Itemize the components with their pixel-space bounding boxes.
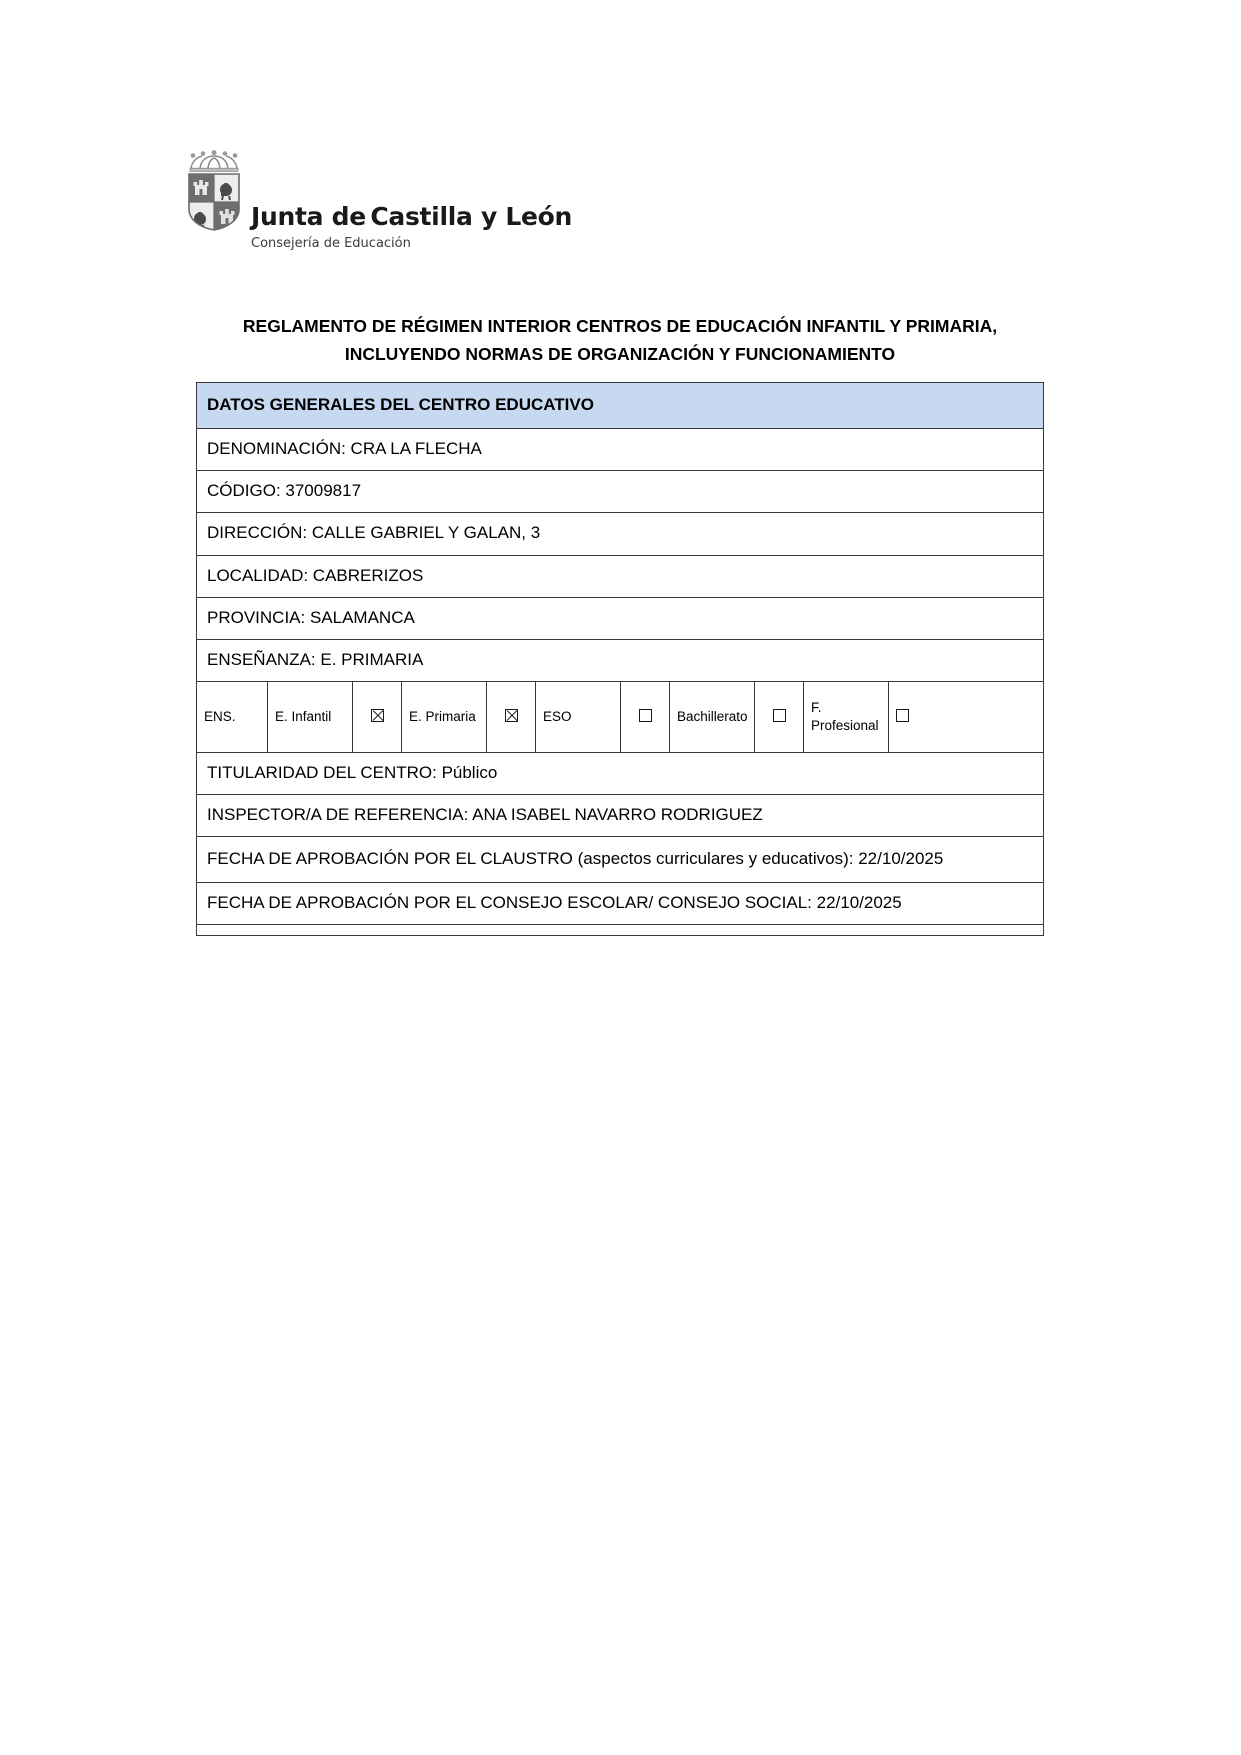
table-row (197, 513, 1044, 555)
table-row (197, 597, 1044, 639)
page-title-line-2: INCLUYENDO NORMAS DE ORGANIZACIÓN Y FUNCIONAMIENTO (344, 344, 896, 365)
checkbox-unchecked-icon[interactable] (773, 709, 786, 722)
table-row (197, 883, 1044, 925)
crest-icon (186, 150, 242, 231)
row-ensenanza: ENSEÑANZA: E. PRIMARIA (197, 639, 1044, 681)
row-direccion: DIRECCIÓN: CALLE GABRIEL Y GALAN, 3 (197, 513, 1044, 555)
ens-cell (197, 681, 1044, 752)
checkbox-unchecked-icon[interactable] (896, 709, 909, 722)
ens-option-label-bachillerato: Bachillerato (670, 682, 755, 752)
general-data-table (196, 382, 1044, 936)
table-row (197, 555, 1044, 597)
ens-option-label-e-infantil: E. Infantil (268, 682, 353, 752)
ens-option-label-e-primaria: E. Primaria (402, 682, 487, 752)
page-title-line-1: REGLAMENTO DE RÉGIMEN INTERIOR CENTROS DE EDUCACIÓN INFANTIL Y PRIMARIA, (242, 316, 998, 336)
row-codigo: CÓDIGO: 37009817 (197, 471, 1044, 513)
table-row (197, 639, 1044, 681)
ens-option-label-f-profesional: F. Profesional (804, 682, 889, 752)
row-fecha-claustro: FECHA DE APROBACIÓN POR EL CLAUSTRO (aspectos curriculares y educativos): 22/10/2025 (197, 837, 1044, 883)
ens-checkbox-table (197, 682, 1043, 752)
row-localidad: LOCALIDAD: CABRERIZOS (197, 555, 1044, 597)
table-row (197, 471, 1044, 513)
truncated-cell (197, 925, 1044, 936)
checkbox-checked-icon[interactable] (371, 709, 384, 722)
logo-wordmark (251, 201, 573, 232)
table-row (197, 752, 1044, 794)
row-inspector: INSPECTOR/A DE REFERENCIA: ANA ISABEL NAVARRO RODRIGUEZ (197, 795, 1044, 837)
table-header-row (197, 383, 1044, 429)
logo-line-1: Junta de (251, 201, 366, 231)
logo-line-2: Castilla y León (370, 201, 573, 231)
ens-checkbox-bachillerato[interactable] (755, 682, 804, 752)
ens-checkbox-f-profesional[interactable] (889, 682, 1044, 752)
row-titularidad: TITULARIDAD DEL CENTRO: Público (197, 752, 1044, 794)
logo-main-row (186, 150, 572, 231)
table-row-ens (197, 681, 1044, 752)
table-header-cell: DATOS GENERALES DEL CENTRO EDUCATIVO (197, 383, 1044, 429)
ens-option-label-eso: ESO (536, 682, 621, 752)
table-row (197, 837, 1044, 883)
row-provincia: PROVINCIA: SALAMANCA (197, 597, 1044, 639)
ens-label: ENS. (197, 682, 268, 752)
table-row (197, 429, 1044, 471)
row-denominacion: DENOMINACIÓN: CRA LA FLECHA (197, 429, 1044, 471)
ens-checkbox-e-infantil[interactable] (353, 682, 402, 752)
checkbox-checked-icon[interactable] (505, 709, 518, 722)
table-row (197, 795, 1044, 837)
junta-castilla-y-leon-logo (186, 150, 572, 251)
page-title (196, 312, 1044, 369)
ens-checkbox-eso[interactable] (621, 682, 670, 752)
table-row-truncated (197, 925, 1044, 936)
row-fecha-consejo-escolar: FECHA DE APROBACIÓN POR EL CONSEJO ESCOLAR/ CONSEJO SOCIAL: 22/10/2025 (197, 883, 1044, 925)
logo-subtitle: Consejería de Educación (251, 236, 411, 251)
checkbox-unchecked-icon[interactable] (639, 709, 652, 722)
ens-checkbox-e-primaria[interactable] (487, 682, 536, 752)
